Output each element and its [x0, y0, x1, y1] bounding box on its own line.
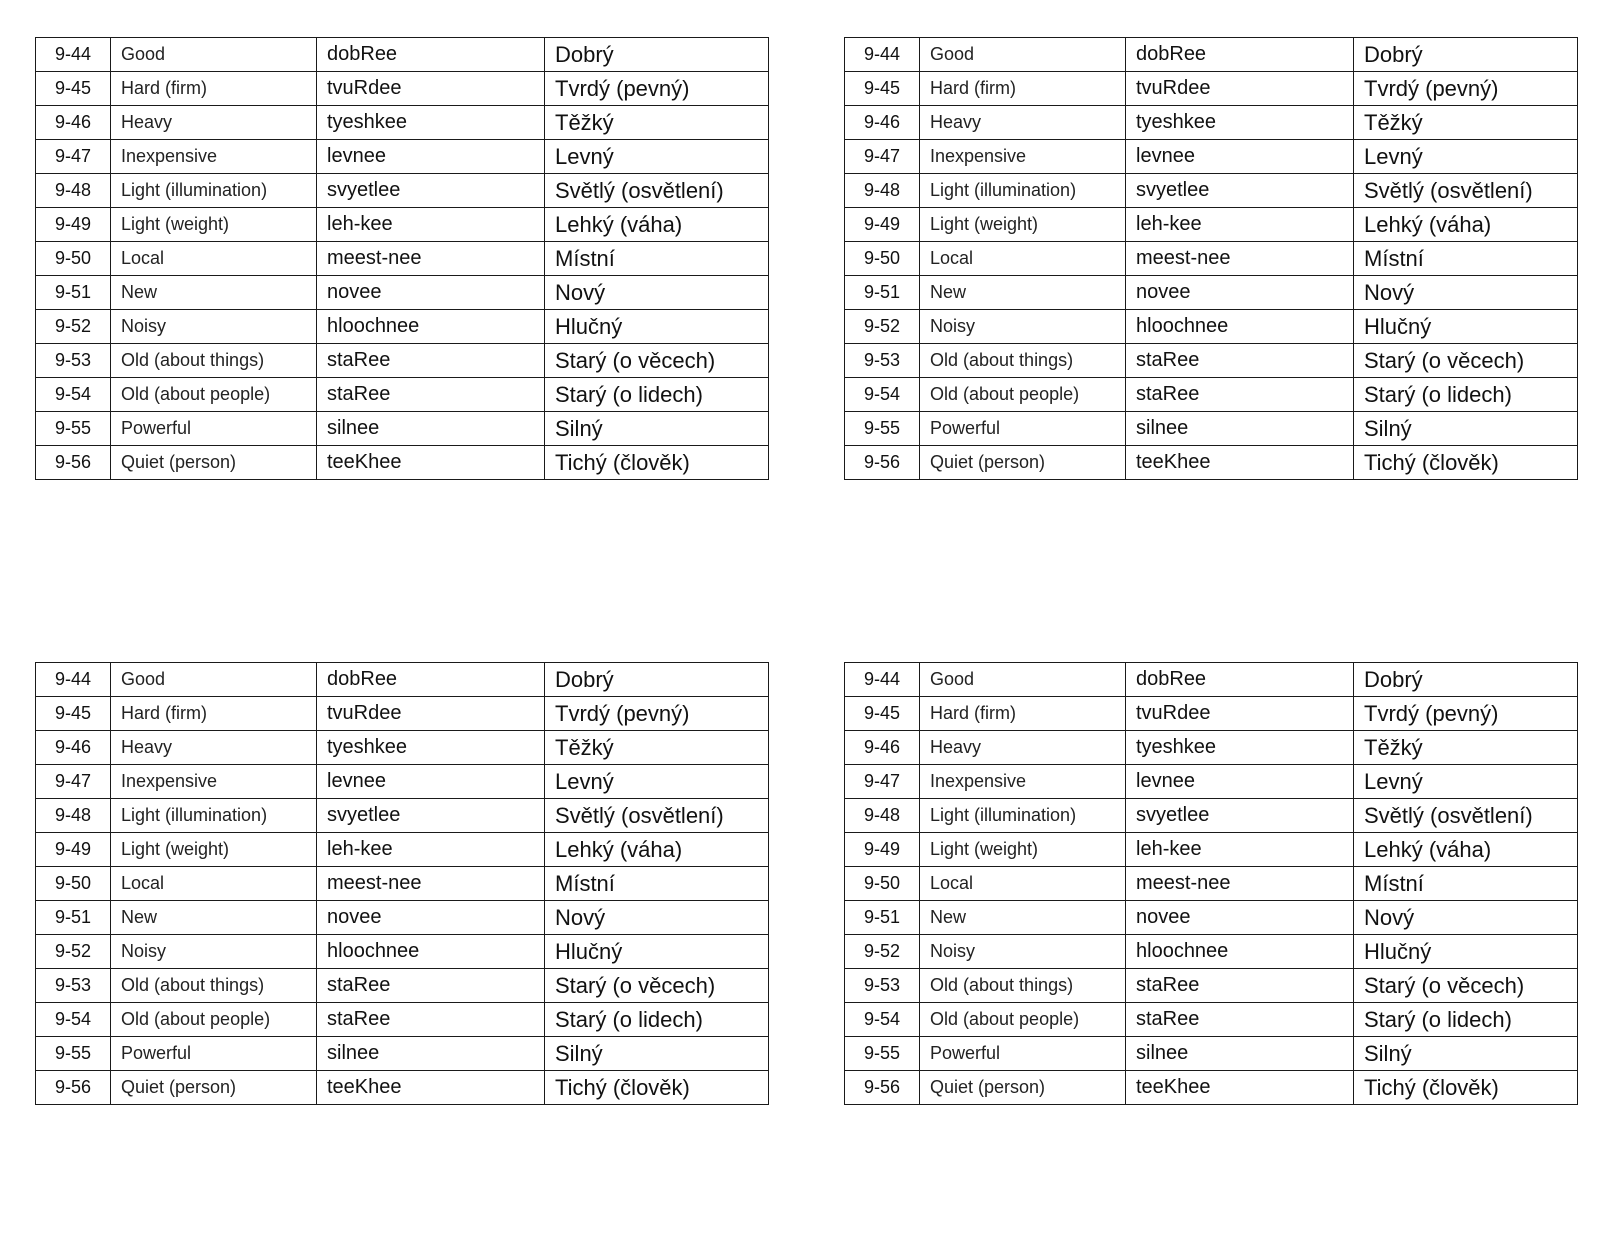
pronunciation-cell: silnee [317, 1037, 545, 1071]
english-word-cell: Light (illumination) [920, 174, 1126, 208]
row-number-cell: 9-54 [845, 378, 920, 412]
table-row [845, 310, 1578, 344]
english-word-cell: Local [111, 867, 317, 901]
pronunciation-cell: silnee [1126, 412, 1354, 446]
czech-word-cell: Levný [1354, 765, 1578, 799]
czech-word-cell: Lehký (váha) [545, 833, 769, 867]
english-word-cell: Inexpensive [920, 140, 1126, 174]
english-word-cell: Quiet (person) [920, 446, 1126, 480]
row-number-cell: 9-45 [36, 72, 111, 106]
row-number-cell: 9-49 [36, 208, 111, 242]
row-number-cell: 9-46 [36, 106, 111, 140]
table-row [36, 969, 769, 1003]
czech-word-cell: Tichý (člověk) [1354, 446, 1578, 480]
pronunciation-cell: novee [317, 276, 545, 310]
table-row [36, 174, 769, 208]
english-word-cell: Light (illumination) [111, 799, 317, 833]
table-row [36, 310, 769, 344]
english-word-cell: Inexpensive [111, 140, 317, 174]
pronunciation-cell: tyeshkee [1126, 106, 1354, 140]
vocab-table-bottom-left [35, 662, 769, 1105]
row-number-cell: 9-44 [845, 38, 920, 72]
english-word-cell: Inexpensive [111, 765, 317, 799]
pronunciation-cell: dobRee [1126, 38, 1354, 72]
english-word-cell: Quiet (person) [111, 1071, 317, 1105]
table-row [36, 935, 769, 969]
czech-word-cell: Tichý (člověk) [545, 1071, 769, 1105]
row-number-cell: 9-47 [845, 765, 920, 799]
row-number-cell: 9-54 [845, 1003, 920, 1037]
czech-word-cell: Světlý (osvětlení) [545, 174, 769, 208]
row-number-cell: 9-50 [36, 867, 111, 901]
czech-word-cell: Místní [1354, 242, 1578, 276]
english-word-cell: Local [920, 867, 1126, 901]
table-row [845, 446, 1578, 480]
english-word-cell: Heavy [920, 731, 1126, 765]
english-word-cell: Local [920, 242, 1126, 276]
czech-word-cell: Hlučný [1354, 310, 1578, 344]
row-number-cell: 9-52 [36, 310, 111, 344]
english-word-cell: Old (about things) [920, 344, 1126, 378]
english-word-cell: Noisy [920, 310, 1126, 344]
row-number-cell: 9-51 [36, 901, 111, 935]
czech-word-cell: Místní [1354, 867, 1578, 901]
english-word-cell: Old (about people) [111, 378, 317, 412]
row-number-cell: 9-56 [36, 1071, 111, 1105]
row-number-cell: 9-46 [36, 731, 111, 765]
czech-word-cell: Nový [545, 276, 769, 310]
czech-word-cell: Starý (o věcech) [1354, 344, 1578, 378]
row-number-cell: 9-44 [845, 663, 920, 697]
table-row [36, 242, 769, 276]
pronunciation-cell: levnee [317, 765, 545, 799]
pronunciation-cell: staRee [317, 969, 545, 1003]
czech-word-cell: Silný [1354, 1037, 1578, 1071]
row-number-cell: 9-52 [36, 935, 111, 969]
english-word-cell: Old (about things) [111, 969, 317, 1003]
row-number-cell: 9-56 [845, 1071, 920, 1105]
pronunciation-cell: novee [1126, 276, 1354, 310]
row-number-cell: 9-53 [36, 969, 111, 1003]
row-number-cell: 9-48 [36, 799, 111, 833]
pronunciation-cell: svyetlee [1126, 174, 1354, 208]
pronunciation-cell: meest-nee [1126, 242, 1354, 276]
pronunciation-cell: dobRee [317, 38, 545, 72]
english-word-cell: Powerful [920, 1037, 1126, 1071]
english-word-cell: Local [111, 242, 317, 276]
czech-word-cell: Tvrdý (pevný) [1354, 72, 1578, 106]
pronunciation-cell: hloochnee [1126, 310, 1354, 344]
english-word-cell: Light (weight) [920, 833, 1126, 867]
czech-word-cell: Hlučný [1354, 935, 1578, 969]
english-word-cell: Quiet (person) [920, 1071, 1126, 1105]
table-row [845, 833, 1578, 867]
czech-word-cell: Dobrý [1354, 663, 1578, 697]
czech-word-cell: Nový [1354, 901, 1578, 935]
pronunciation-cell: silnee [1126, 1037, 1354, 1071]
czech-word-cell: Starý (o věcech) [545, 344, 769, 378]
english-word-cell: Old (about things) [920, 969, 1126, 1003]
czech-word-cell: Lehký (váha) [1354, 833, 1578, 867]
vocab-table-bottom-right [844, 662, 1578, 1105]
row-number-cell: 9-45 [36, 697, 111, 731]
row-number-cell: 9-56 [36, 446, 111, 480]
czech-word-cell: Tvrdý (pevný) [545, 697, 769, 731]
czech-word-cell: Tvrdý (pevný) [1354, 697, 1578, 731]
table-row [845, 106, 1578, 140]
english-word-cell: Old (about things) [111, 344, 317, 378]
czech-word-cell: Starý (o věcech) [545, 969, 769, 1003]
pronunciation-cell: meest-nee [1126, 867, 1354, 901]
english-word-cell: Hard (firm) [920, 72, 1126, 106]
english-word-cell: Hard (firm) [111, 697, 317, 731]
czech-word-cell: Lehký (váha) [1354, 208, 1578, 242]
english-word-cell: Powerful [111, 1037, 317, 1071]
pronunciation-cell: meest-nee [317, 867, 545, 901]
pronunciation-cell: tvuRdee [1126, 72, 1354, 106]
row-number-cell: 9-49 [36, 833, 111, 867]
table-row [36, 446, 769, 480]
table-row [845, 412, 1578, 446]
vocab-table-top-left [35, 37, 769, 480]
english-word-cell: Good [920, 38, 1126, 72]
row-number-cell: 9-51 [845, 901, 920, 935]
table-row [845, 731, 1578, 765]
row-number-cell: 9-52 [845, 935, 920, 969]
czech-word-cell: Světlý (osvětlení) [1354, 799, 1578, 833]
czech-word-cell: Hlučný [545, 310, 769, 344]
pronunciation-cell: leh-kee [1126, 833, 1354, 867]
row-number-cell: 9-46 [845, 106, 920, 140]
row-number-cell: 9-48 [36, 174, 111, 208]
pronunciation-cell: dobRee [1126, 663, 1354, 697]
row-number-cell: 9-54 [36, 378, 111, 412]
czech-word-cell: Starý (o lidech) [1354, 378, 1578, 412]
row-number-cell: 9-54 [36, 1003, 111, 1037]
english-word-cell: Light (illumination) [111, 174, 317, 208]
english-word-cell: New [111, 276, 317, 310]
english-word-cell: Hard (firm) [111, 72, 317, 106]
english-word-cell: New [920, 901, 1126, 935]
table-row [845, 378, 1578, 412]
pronunciation-cell: silnee [317, 412, 545, 446]
pronunciation-cell: tvuRdee [317, 697, 545, 731]
english-word-cell: New [920, 276, 1126, 310]
table-row [845, 1003, 1578, 1037]
table-row [36, 72, 769, 106]
english-word-cell: Old (about people) [920, 1003, 1126, 1037]
english-word-cell: Good [111, 38, 317, 72]
table-row [845, 663, 1578, 697]
table-row [36, 901, 769, 935]
pronunciation-cell: levnee [1126, 765, 1354, 799]
row-number-cell: 9-45 [845, 697, 920, 731]
czech-word-cell: Silný [1354, 412, 1578, 446]
row-number-cell: 9-55 [845, 412, 920, 446]
pronunciation-cell: staRee [317, 344, 545, 378]
czech-word-cell: Levný [545, 765, 769, 799]
pronunciation-cell: leh-kee [317, 833, 545, 867]
czech-word-cell: Místní [545, 867, 769, 901]
table-row [845, 969, 1578, 1003]
row-number-cell: 9-49 [845, 208, 920, 242]
czech-word-cell: Silný [545, 412, 769, 446]
table-row [36, 378, 769, 412]
pronunciation-cell: staRee [317, 1003, 545, 1037]
row-number-cell: 9-52 [845, 310, 920, 344]
table-row [845, 935, 1578, 969]
row-number-cell: 9-53 [36, 344, 111, 378]
pronunciation-cell: staRee [1126, 969, 1354, 1003]
czech-word-cell: Dobrý [545, 38, 769, 72]
english-word-cell: Noisy [920, 935, 1126, 969]
pronunciation-cell: teeKhee [317, 446, 545, 480]
english-word-cell: New [111, 901, 317, 935]
table-row [845, 799, 1578, 833]
czech-word-cell: Světlý (osvětlení) [1354, 174, 1578, 208]
row-number-cell: 9-56 [845, 446, 920, 480]
table-row [36, 140, 769, 174]
pronunciation-cell: staRee [317, 378, 545, 412]
table-row [845, 208, 1578, 242]
table-row [845, 867, 1578, 901]
pronunciation-cell: meest-nee [317, 242, 545, 276]
pronunciation-cell: tyeshkee [317, 731, 545, 765]
czech-word-cell: Starý (o lidech) [545, 1003, 769, 1037]
table-row [36, 833, 769, 867]
english-word-cell: Heavy [920, 106, 1126, 140]
pronunciation-cell: novee [1126, 901, 1354, 935]
table-row [36, 867, 769, 901]
row-number-cell: 9-48 [845, 799, 920, 833]
table-row [36, 697, 769, 731]
english-word-cell: Noisy [111, 310, 317, 344]
table-row [845, 1037, 1578, 1071]
english-word-cell: Heavy [111, 731, 317, 765]
table-row [36, 1003, 769, 1037]
english-word-cell: Hard (firm) [920, 697, 1126, 731]
czech-word-cell: Nový [545, 901, 769, 935]
english-word-cell: Good [920, 663, 1126, 697]
table-row [36, 344, 769, 378]
pronunciation-cell: tyeshkee [317, 106, 545, 140]
czech-word-cell: Tichý (člověk) [1354, 1071, 1578, 1105]
czech-word-cell: Těžký [545, 731, 769, 765]
pronunciation-cell: tvuRdee [1126, 697, 1354, 731]
english-word-cell: Light (weight) [920, 208, 1126, 242]
row-number-cell: 9-55 [36, 1037, 111, 1071]
pronunciation-cell: dobRee [317, 663, 545, 697]
table-row [36, 38, 769, 72]
table-row [845, 276, 1578, 310]
pronunciation-cell: tvuRdee [317, 72, 545, 106]
table-row [845, 140, 1578, 174]
czech-word-cell: Těžký [1354, 106, 1578, 140]
row-number-cell: 9-51 [36, 276, 111, 310]
english-word-cell: Old (about people) [111, 1003, 317, 1037]
table-row [36, 765, 769, 799]
table-row [845, 697, 1578, 731]
row-number-cell: 9-50 [845, 242, 920, 276]
row-number-cell: 9-44 [36, 38, 111, 72]
table-row [36, 1071, 769, 1105]
english-word-cell: Old (about people) [920, 378, 1126, 412]
row-number-cell: 9-48 [845, 174, 920, 208]
english-word-cell: Powerful [920, 412, 1126, 446]
pronunciation-cell: teeKhee [317, 1071, 545, 1105]
row-number-cell: 9-50 [845, 867, 920, 901]
table-row [845, 344, 1578, 378]
czech-word-cell: Levný [1354, 140, 1578, 174]
english-word-cell: Heavy [111, 106, 317, 140]
pronunciation-cell: svyetlee [317, 174, 545, 208]
pronunciation-cell: teeKhee [1126, 446, 1354, 480]
table-row [845, 765, 1578, 799]
table-row [36, 208, 769, 242]
row-number-cell: 9-47 [845, 140, 920, 174]
table-row [845, 242, 1578, 276]
czech-word-cell: Těžký [545, 106, 769, 140]
english-word-cell: Light (illumination) [920, 799, 1126, 833]
row-number-cell: 9-55 [845, 1037, 920, 1071]
pronunciation-cell: leh-kee [317, 208, 545, 242]
row-number-cell: 9-47 [36, 140, 111, 174]
pronunciation-cell: staRee [1126, 344, 1354, 378]
table-row [36, 731, 769, 765]
pronunciation-cell: staRee [1126, 1003, 1354, 1037]
czech-word-cell: Dobrý [1354, 38, 1578, 72]
pronunciation-cell: svyetlee [317, 799, 545, 833]
row-number-cell: 9-53 [845, 969, 920, 1003]
table-row [36, 276, 769, 310]
english-word-cell: Good [111, 663, 317, 697]
english-word-cell: Light (weight) [111, 833, 317, 867]
row-number-cell: 9-45 [845, 72, 920, 106]
pronunciation-cell: svyetlee [1126, 799, 1354, 833]
row-number-cell: 9-51 [845, 276, 920, 310]
czech-word-cell: Místní [545, 242, 769, 276]
pronunciation-cell: novee [317, 901, 545, 935]
czech-word-cell: Dobrý [545, 663, 769, 697]
row-number-cell: 9-50 [36, 242, 111, 276]
pronunciation-cell: levnee [1126, 140, 1354, 174]
czech-word-cell: Světlý (osvětlení) [545, 799, 769, 833]
table-row [36, 799, 769, 833]
table-row [845, 901, 1578, 935]
pronunciation-cell: levnee [317, 140, 545, 174]
table-row [845, 1071, 1578, 1105]
czech-word-cell: Hlučný [545, 935, 769, 969]
pronunciation-cell: teeKhee [1126, 1071, 1354, 1105]
vocab-table-top-right [844, 37, 1578, 480]
row-number-cell: 9-47 [36, 765, 111, 799]
row-number-cell: 9-53 [845, 344, 920, 378]
pronunciation-cell: hloochnee [317, 310, 545, 344]
english-word-cell: Noisy [111, 935, 317, 969]
czech-word-cell: Nový [1354, 276, 1578, 310]
czech-word-cell: Tichý (člověk) [545, 446, 769, 480]
english-word-cell: Quiet (person) [111, 446, 317, 480]
pronunciation-cell: tyeshkee [1126, 731, 1354, 765]
czech-word-cell: Levný [545, 140, 769, 174]
table-row [845, 72, 1578, 106]
czech-word-cell: Lehký (váha) [545, 208, 769, 242]
row-number-cell: 9-55 [36, 412, 111, 446]
table-row [36, 106, 769, 140]
czech-word-cell: Silný [545, 1037, 769, 1071]
row-number-cell: 9-44 [36, 663, 111, 697]
czech-word-cell: Starý (o věcech) [1354, 969, 1578, 1003]
table-row [36, 412, 769, 446]
pronunciation-cell: hloochnee [317, 935, 545, 969]
english-word-cell: Inexpensive [920, 765, 1126, 799]
czech-word-cell: Starý (o lidech) [1354, 1003, 1578, 1037]
row-number-cell: 9-46 [845, 731, 920, 765]
table-row [845, 174, 1578, 208]
pronunciation-cell: staRee [1126, 378, 1354, 412]
czech-word-cell: Starý (o lidech) [545, 378, 769, 412]
table-row [36, 663, 769, 697]
czech-word-cell: Těžký [1354, 731, 1578, 765]
english-word-cell: Light (weight) [111, 208, 317, 242]
czech-word-cell: Tvrdý (pevný) [545, 72, 769, 106]
row-number-cell: 9-49 [845, 833, 920, 867]
english-word-cell: Powerful [111, 412, 317, 446]
pronunciation-cell: hloochnee [1126, 935, 1354, 969]
table-row [36, 1037, 769, 1071]
table-row [845, 38, 1578, 72]
pronunciation-cell: leh-kee [1126, 208, 1354, 242]
